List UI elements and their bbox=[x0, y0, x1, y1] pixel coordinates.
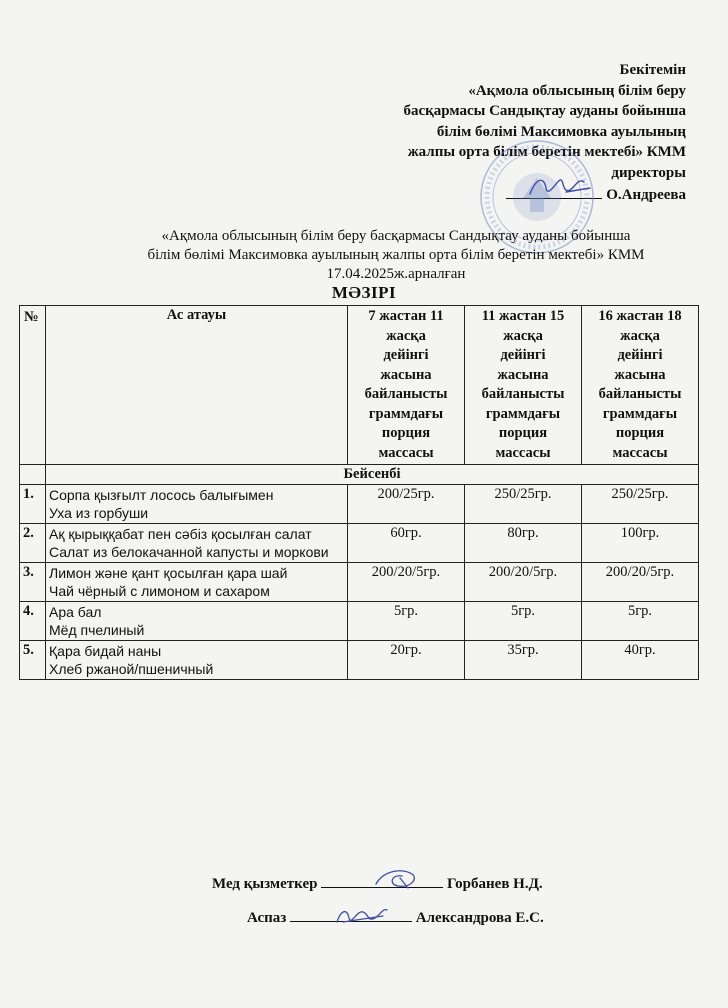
dish-name-ru: Салат из белокачанной капусты и моркови bbox=[49, 544, 329, 560]
table-row bbox=[20, 485, 699, 524]
portion-11-15: 80гр. bbox=[465, 524, 582, 563]
header-text: жасына bbox=[380, 366, 432, 383]
organization-line: білім бөлімі Максимовка ауылының жалпы орта білім беретін мектебі» КММ bbox=[147, 247, 645, 263]
portion-16-18: 40гр. bbox=[582, 641, 699, 680]
cook-signature-icon bbox=[333, 902, 391, 928]
approval-line: басқармасы Сандықтау ауданы бойынша bbox=[403, 103, 686, 119]
menu-title: МӘЗІРІ bbox=[331, 283, 397, 302]
dish-name-cell bbox=[46, 641, 348, 680]
cook-name: Александрова Е.С. bbox=[415, 910, 544, 926]
portion-16-18: 250/25гр. bbox=[582, 485, 699, 524]
header-text: массасы bbox=[612, 444, 668, 461]
cook-signature-line bbox=[247, 910, 728, 927]
dish-name-cell bbox=[46, 563, 348, 602]
portion-16-18: 200/20/5гр. bbox=[582, 563, 699, 602]
header-text: жасына bbox=[614, 366, 666, 383]
portion-11-15: 200/20/5гр. bbox=[465, 563, 582, 602]
nurse-signature-icon bbox=[372, 866, 422, 892]
portion-11-15: 35гр. bbox=[465, 641, 582, 680]
header-text: байланысты bbox=[364, 386, 448, 402]
organization-header bbox=[96, 227, 696, 284]
table-header-row bbox=[20, 306, 699, 465]
dish-name-kz: Лимон және қант қосылған қара шай bbox=[49, 565, 288, 581]
header-text: жасына bbox=[497, 366, 549, 383]
table-row bbox=[20, 641, 699, 680]
nurse-name: Горбанев Н.Д. bbox=[446, 876, 543, 892]
portion-7-11: 5гр. bbox=[348, 602, 465, 641]
header-text: жасқа bbox=[386, 327, 426, 344]
portion-11-15: 5гр. bbox=[465, 602, 582, 641]
portion-7-11: 20гр. bbox=[348, 641, 465, 680]
header-text: порция bbox=[615, 425, 665, 441]
approval-line: директоры bbox=[611, 164, 686, 181]
dish-name-cell bbox=[46, 485, 348, 524]
dish-name-cell bbox=[46, 524, 348, 563]
header-text: байланысты bbox=[598, 386, 682, 402]
approval-signer: О.Андреева bbox=[606, 187, 686, 203]
header-text: 11 жастан 15 bbox=[481, 308, 565, 324]
day-row bbox=[20, 465, 699, 485]
director-signature-icon bbox=[526, 172, 596, 202]
header-text: жасқа bbox=[620, 327, 660, 344]
header-text: дейінгі bbox=[617, 347, 663, 363]
row-number: 5. bbox=[20, 641, 46, 680]
portion-7-11: 60гр. bbox=[348, 524, 465, 563]
menu-date: 17.04.2025ж.арналған bbox=[326, 266, 466, 282]
header-dish-name: Ас атауы bbox=[46, 306, 348, 465]
portion-7-11: 200/20/5гр. bbox=[348, 563, 465, 602]
header-text: жасқа bbox=[503, 327, 543, 344]
header-text: массасы bbox=[495, 444, 551, 461]
row-number: 3. bbox=[20, 563, 46, 602]
dish-name-ru: Хлеб ржаной/пшеничный bbox=[49, 661, 214, 677]
header-text: 16 жастан 18 bbox=[598, 308, 682, 324]
header-age-16-18 bbox=[582, 306, 699, 465]
table-row bbox=[20, 563, 699, 602]
header-text: граммдағы bbox=[602, 405, 678, 422]
dish-name-cell bbox=[46, 602, 348, 641]
day-blank-cell bbox=[20, 465, 46, 485]
dish-name-ru: Чай чёрный с лимоном и сахаром bbox=[49, 583, 270, 599]
header-text: граммдағы bbox=[485, 405, 561, 422]
approval-line: білім бөлімі Максимовка ауылының bbox=[436, 123, 686, 140]
approval-line: «Ақмола облысының білім беру bbox=[468, 82, 686, 99]
header-age-11-15 bbox=[465, 306, 582, 465]
nurse-label: Мед қызметкер bbox=[212, 876, 318, 892]
dish-name-ru: Мёд пчелиный bbox=[49, 622, 145, 638]
menu-table bbox=[19, 305, 699, 680]
header-text: дейінгі bbox=[383, 347, 429, 363]
header-age-7-11 bbox=[348, 306, 465, 465]
cook-label: Аспаз bbox=[247, 910, 287, 926]
header-text: порция bbox=[498, 425, 548, 441]
portion-16-18: 5гр. bbox=[582, 602, 699, 641]
row-number: 1. bbox=[20, 485, 46, 524]
table-row bbox=[20, 524, 699, 563]
header-text: массасы bbox=[378, 444, 434, 461]
header-text: дейінгі bbox=[500, 347, 546, 363]
portion-7-11: 200/25гр. bbox=[348, 485, 465, 524]
dish-name-kz: Қара бидай наны bbox=[49, 643, 162, 659]
dish-name-kz: Ақ қырыққабат пен сәбіз қосылған салат bbox=[49, 526, 312, 542]
header-text: порция bbox=[381, 425, 431, 441]
organization-line: «Ақмола облысының білім беру басқармасы Сандықтау ауданы бойынша bbox=[161, 228, 631, 244]
row-number: 2. bbox=[20, 524, 46, 563]
dish-name-kz: Сорпа қызғылт лосось балығымен bbox=[49, 487, 274, 503]
portion-16-18: 100гр. bbox=[582, 524, 699, 563]
table-row bbox=[20, 602, 699, 641]
header-number: № bbox=[20, 306, 46, 465]
header-text: 7 жастан 11 bbox=[368, 308, 444, 324]
dish-name-kz: Ара бал bbox=[49, 604, 102, 620]
day-label: Бейсенбі bbox=[46, 465, 699, 485]
dish-name-ru: Уха из горбуши bbox=[49, 505, 149, 521]
approval-heading: Бекітемін bbox=[619, 62, 686, 78]
row-number: 4. bbox=[20, 602, 46, 641]
approval-line: жалпы орта білім беретін мектебі» КММ bbox=[407, 144, 686, 160]
header-text: байланысты bbox=[481, 386, 565, 402]
header-text: граммдағы bbox=[368, 405, 444, 422]
nurse-signature-line bbox=[212, 876, 728, 893]
portion-11-15: 250/25гр. bbox=[465, 485, 582, 524]
